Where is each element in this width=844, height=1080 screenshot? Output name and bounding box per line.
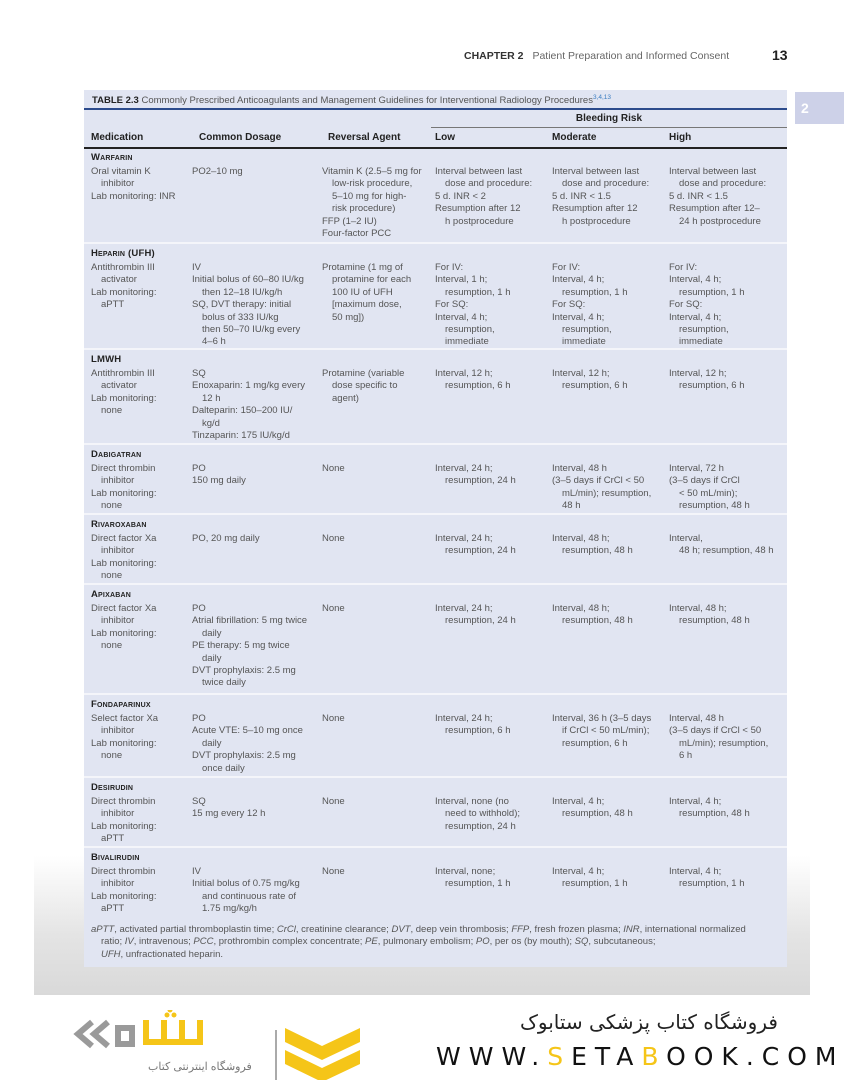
cell-moderate <box>552 603 633 628</box>
cell-line: Lab monitoring: <box>91 557 157 569</box>
cell-low <box>435 368 510 393</box>
row-separator <box>84 513 787 515</box>
cell-line: (3–5 days if CrCl < 50 <box>669 725 762 737</box>
cell-high <box>669 796 750 821</box>
cell-low <box>435 713 510 738</box>
cell-line: inhibitor <box>101 808 135 820</box>
cell-high <box>669 533 774 558</box>
table-row <box>84 445 787 513</box>
cell-line: Enoxaparin: 1 mg/kg every <box>192 380 306 392</box>
row-separator <box>84 693 787 695</box>
row-separator <box>84 443 787 445</box>
cell-line: activator <box>101 380 137 392</box>
cell-line: DVT prophylaxis: 2.5 mg <box>192 750 296 762</box>
cell-line: Antithrombin III <box>91 368 155 379</box>
cell-line: Lab monitoring: <box>91 737 157 749</box>
cell-line: For SQ: <box>669 299 703 311</box>
cell-line: resumption, 1 h <box>445 878 511 890</box>
cell-line: resumption, 1 h <box>562 286 628 298</box>
cell-moderate <box>552 262 627 349</box>
cell-line: Oral vitamin K <box>91 166 151 177</box>
cell-line: protamine for each <box>332 274 412 286</box>
cell-line: None <box>322 463 345 474</box>
cell-moderate <box>552 368 627 393</box>
cell-line: 15 mg every 12 h <box>192 808 266 820</box>
cell-line: resumption, 6 h <box>679 380 745 392</box>
cell-line: For SQ: <box>552 299 586 311</box>
cell-line: resumption, 1 h <box>562 878 628 890</box>
cell-line: 5 d. INR < 1.5 <box>552 190 611 202</box>
cell-line: 48 h <box>562 500 581 512</box>
cell-line: Tinzaparin: 175 IU/kg/d <box>192 430 290 442</box>
cell-dosage <box>192 368 305 442</box>
cell-line: none <box>101 750 123 762</box>
url-part: ETA <box>571 1042 642 1071</box>
cell-medication <box>91 368 156 418</box>
table-row <box>84 350 787 443</box>
cell-line: PE therapy: 5 mg twice <box>192 640 290 652</box>
cell-line: activator <box>101 274 137 286</box>
cell-line: resumption, <box>445 324 495 336</box>
cell-line: resumption, 24 h <box>445 545 516 557</box>
cell-line: None <box>322 533 345 544</box>
cell-line: Interval, 48 h <box>552 463 607 474</box>
anticoagulant-table <box>84 90 787 967</box>
col-header-dosage: Common Dosage <box>199 132 282 143</box>
cell-dosage <box>192 166 243 178</box>
cell-line: PO2–10 mg <box>192 166 243 177</box>
cell-line: dose specific to <box>332 380 398 392</box>
cell-reversal <box>322 713 345 725</box>
cell-reversal <box>322 166 422 240</box>
cell-line: Interval, 1 h; <box>435 274 488 286</box>
cell-line: Interval, 36 h (3–5 days <box>552 713 652 724</box>
drug-name: Desirudin <box>91 782 134 793</box>
cell-line: For IV: <box>435 262 464 273</box>
cell-medication <box>91 166 175 203</box>
cell-line: none <box>101 500 123 512</box>
table-label: TABLE 2.3 <box>92 95 139 107</box>
table-row <box>84 848 787 918</box>
cell-line: 5–10 mg for high- <box>332 190 407 202</box>
cell-line: inhibitor <box>101 878 135 890</box>
cell-high <box>669 166 766 228</box>
cell-line: inhibitor <box>101 178 135 190</box>
cell-line: Select factor Xa <box>91 713 159 724</box>
table-footnote <box>91 924 781 961</box>
cell-high <box>669 463 750 513</box>
cell-low <box>435 866 510 891</box>
chapter-title: Patient Preparation and Informed Consent <box>532 50 730 62</box>
drug-name: Fondaparinux <box>91 699 151 710</box>
drug-name: Warfarin <box>91 152 133 163</box>
footnote-line-2: ratio; IV, intravenous; PCC, prothrombin complex concentrate; PE, pulmonary embolism; PO, per os (by mouth); SQ, subcutaneous; <box>101 936 656 948</box>
cell-line: Interval, 4 h; <box>552 866 605 877</box>
cell-line: Four-factor PCC <box>322 228 392 240</box>
row-separator <box>84 776 787 778</box>
cell-line: mL/min); resumption, <box>562 487 652 499</box>
cell-line: SQ <box>192 796 206 807</box>
cell-line: kg/d <box>202 417 220 429</box>
cell-line: Direct factor Xa <box>91 533 157 544</box>
drug-name: Apixaban <box>91 589 131 600</box>
cell-line: Interval, 48 h; <box>552 533 610 544</box>
cell-line: resumption, 6 h <box>445 380 511 392</box>
cell-line: Direct factor Xa <box>91 603 157 614</box>
cell-line: inhibitor <box>101 615 135 627</box>
cell-line: resumption, <box>562 324 612 336</box>
running-head <box>464 50 729 62</box>
cell-line: Atrial fibrillation: 5 mg twice <box>192 615 308 627</box>
cell-line: Dalteparin: 150–200 IU/ <box>192 405 293 417</box>
url-accent: B <box>641 1042 667 1071</box>
cell-line: 1.75 mg/kg/h <box>202 903 257 915</box>
cell-moderate <box>552 533 633 558</box>
cell-line: Interval, 4 h; <box>552 311 605 323</box>
logo-wordmark-icon <box>70 1010 270 1060</box>
cell-line: immediate <box>679 336 723 348</box>
cell-reversal <box>322 533 345 545</box>
row-separator <box>84 348 787 350</box>
cell-line: bolus of 333 IU/kg <box>202 311 279 323</box>
caption-rule <box>84 108 787 110</box>
row-separator <box>84 846 787 848</box>
cell-line: daily <box>202 737 222 749</box>
cell-line: if CrCl < 50 mL/min); <box>562 725 650 737</box>
cell-line: Protamine (1 mg of <box>322 262 403 273</box>
cell-line: Interval, 12 h; <box>552 368 610 379</box>
cell-line: 5 d. INR < 2 <box>435 190 486 202</box>
cell-low <box>435 166 532 228</box>
cell-line: daily <box>202 627 222 639</box>
drug-name: LMWH <box>91 354 122 365</box>
cell-line: SQ <box>192 368 206 379</box>
cell-line: aPTT <box>101 903 125 915</box>
cell-low <box>435 533 516 558</box>
cell-line: Vitamin K (2.5–5 mg for <box>322 166 422 177</box>
cell-line: Interval, 72 h <box>669 463 724 474</box>
cell-medication <box>91 713 158 763</box>
cell-line: Lab monitoring: INR <box>91 190 176 202</box>
drug-name: Heparin (UFH) <box>91 248 155 259</box>
cell-line: resumption, 48 h <box>679 500 750 512</box>
logo-subtitle: فروشگاه اینترنتی کتاب <box>148 1061 252 1073</box>
cell-line: Lab monitoring: <box>91 286 157 298</box>
cell-line: Acute VTE: 5–10 mg once <box>192 725 303 737</box>
cell-line: low-risk procedure, <box>332 178 413 190</box>
cell-line: Resumption after 12 <box>552 203 638 215</box>
cell-line: IV <box>192 262 201 273</box>
cell-line: and continuous rate of <box>202 890 297 902</box>
cell-medication <box>91 533 156 583</box>
cell-line: Initial bolus of 0.75 mg/kg <box>192 878 300 890</box>
cell-line: resumption, 48 h <box>562 545 633 557</box>
store-title: فروشگاه کتاب پزشکی ستابوک <box>520 1010 778 1034</box>
cell-line: Resumption after 12 <box>435 203 521 215</box>
cell-line: Interval, 4 h; <box>552 796 605 807</box>
cell-line: PO, 20 mg daily <box>192 533 260 544</box>
cell-line: resumption, 48 h <box>679 615 750 627</box>
cell-line: DVT prophylaxis: 2.5 mg <box>192 665 296 677</box>
cell-moderate <box>552 463 651 513</box>
cell-line: Interval between last <box>435 166 523 177</box>
cell-line: Interval, 4 h; <box>669 311 722 323</box>
cell-line: PO <box>192 603 206 614</box>
chevron-emblem-icon <box>285 1028 360 1080</box>
cell-reversal <box>322 368 404 405</box>
cell-line: PO <box>192 713 206 724</box>
cell-reversal <box>322 866 345 878</box>
cell-low <box>435 463 516 488</box>
cell-moderate <box>552 866 627 891</box>
cell-line: Interval, 4 h; <box>669 274 722 286</box>
cell-line: immediate <box>445 336 489 348</box>
cell-medication <box>91 866 156 916</box>
cell-line: Interval, none (no <box>435 796 509 807</box>
cell-line: once daily <box>202 762 245 774</box>
cell-line: need to withhold); <box>445 808 520 820</box>
cell-line: IV <box>192 866 201 877</box>
cell-line: immediate <box>562 336 606 348</box>
row-separator <box>84 242 787 244</box>
cell-reversal <box>322 603 345 615</box>
cell-line: 48 h; resumption, 48 h <box>679 545 774 557</box>
cell-line: then 12–18 IU/kg/h <box>202 286 283 298</box>
cell-line: Direct thrombin <box>91 796 156 807</box>
cell-line: None <box>322 866 345 877</box>
table-row <box>84 515 787 583</box>
cell-line: twice daily <box>202 677 246 689</box>
cell-line: For IV: <box>552 262 581 273</box>
cell-line: agent) <box>332 392 359 404</box>
table-row <box>84 695 787 776</box>
cell-dosage <box>192 463 246 488</box>
cell-line: aPTT <box>101 833 125 845</box>
cell-dosage <box>192 603 307 690</box>
cell-line: Interval, 4 h; <box>669 796 722 807</box>
cell-line: Direct thrombin <box>91 463 156 474</box>
drug-name: Rivaroxaban <box>91 519 147 530</box>
table-caption <box>92 94 611 106</box>
cell-high <box>669 866 744 891</box>
table-row <box>84 585 787 693</box>
url-accent: S <box>547 1042 572 1071</box>
cell-line: Direct thrombin <box>91 866 156 877</box>
table-title: Commonly Prescribed Anticoagulants and Management Guidelines for Interventional Radiology Procedures <box>141 95 593 107</box>
cell-dosage <box>192 533 260 545</box>
cell-line: [maximum dose, <box>332 299 402 311</box>
col-header-medication: Medication <box>91 132 144 143</box>
cell-line: Lab monitoring: <box>91 820 157 832</box>
cell-line: For IV: <box>669 262 698 273</box>
cell-high <box>669 368 744 393</box>
chapter-label: CHAPTER 2 <box>464 50 524 62</box>
cell-line: Lab monitoring: <box>91 487 157 499</box>
cell-line: Interval, 48 h <box>669 713 724 724</box>
cell-line: none <box>101 405 123 417</box>
cell-line: Interval, 24 h; <box>435 713 493 724</box>
cell-line: resumption, 24 h <box>445 475 516 487</box>
cell-line: Interval, none; <box>435 866 496 877</box>
cell-line: Interval, 48 h; <box>669 603 727 614</box>
cell-line: none <box>101 640 123 652</box>
cell-line: dose and procedure: <box>679 178 767 190</box>
cell-line: Interval, 24 h; <box>435 603 493 614</box>
cell-moderate <box>552 796 633 821</box>
cell-dosage <box>192 713 303 775</box>
cell-line: 100 IU of UFH <box>332 286 393 298</box>
cell-dosage <box>192 796 265 821</box>
cell-line: PO <box>192 463 206 474</box>
cell-reversal <box>322 463 345 475</box>
cell-line: 24 h postprocedure <box>679 215 761 227</box>
cell-moderate <box>552 166 649 228</box>
cell-line: None <box>322 796 345 807</box>
cell-reversal <box>322 796 345 808</box>
setabook-logo <box>70 1010 340 1080</box>
cell-line: 4–6 h <box>202 336 226 348</box>
cell-line: h postprocedure <box>562 215 631 227</box>
cell-line: Interval, <box>669 533 703 544</box>
cell-line: inhibitor <box>101 725 135 737</box>
row-separator <box>84 583 787 585</box>
cell-line: resumption, 48 h <box>679 808 750 820</box>
cell-line: resumption, 1 h <box>679 878 745 890</box>
cell-medication <box>91 603 156 653</box>
cell-line: Interval, 12 h; <box>435 368 493 379</box>
cell-line: Interval, 4 h; <box>669 866 722 877</box>
cell-line: inhibitor <box>101 545 135 557</box>
cell-line: 12 h <box>202 392 221 404</box>
store-url <box>436 1042 844 1071</box>
cell-line: Interval, 4 h; <box>552 274 605 286</box>
cell-line: Resumption after 12– <box>669 203 760 215</box>
cell-line: 150 mg daily <box>192 475 246 487</box>
logo-divider <box>275 1030 277 1080</box>
cell-line: resumption, 1 h <box>679 286 745 298</box>
cell-line: Initial bolus of 60–80 IU/kg <box>192 274 304 286</box>
bleeding-risk-header: Bleeding Risk <box>575 113 643 124</box>
cell-line: resumption, 1 h <box>445 286 511 298</box>
cell-high <box>669 713 768 763</box>
cell-low <box>435 262 510 349</box>
cell-line: resumption, 24 h <box>445 820 516 832</box>
cell-line: (3–5 days if CrCl < 50 <box>552 475 645 487</box>
cell-high <box>669 603 750 628</box>
cell-line: resumption, <box>679 324 729 336</box>
cell-line: h postprocedure <box>445 215 514 227</box>
cell-line: Lab monitoring: <box>91 392 157 404</box>
cell-line: daily <box>202 652 222 664</box>
cell-line: For SQ: <box>435 299 469 311</box>
cell-dosage <box>192 866 300 916</box>
url-part: OOK.COM <box>666 1042 844 1071</box>
drug-name: Bivalirudin <box>91 852 140 863</box>
cell-line: Interval, 24 h; <box>435 463 493 474</box>
cell-line: Antithrombin III <box>91 262 155 273</box>
bleeding-risk-rule <box>431 127 787 128</box>
cell-line: resumption, 6 h <box>445 725 511 737</box>
cell-line: None <box>322 713 345 724</box>
footnote-line-1: aPTT, activated partial thromboplastin time; CrCl, creatinine clearance; DVT, deep vein thrombosis; FFP, fresh frozen plasma; INR, international normalized <box>91 924 746 935</box>
cell-line: then 50–70 IU/kg every <box>202 324 301 336</box>
cell-line: none <box>101 570 123 582</box>
cell-dosage <box>192 262 304 349</box>
cell-line: resumption, 6 h <box>562 380 628 392</box>
cell-moderate <box>552 713 651 750</box>
cell-line: dose and procedure: <box>445 178 533 190</box>
cell-line: resumption, 24 h <box>445 615 516 627</box>
cell-reversal <box>322 262 411 324</box>
cell-line: SQ, DVT therapy: initial <box>192 299 292 311</box>
cell-line: Lab monitoring: <box>91 627 157 639</box>
table-row <box>84 778 787 846</box>
cell-line: FFP (1–2 IU) <box>322 215 377 227</box>
col-header-high: High <box>669 132 692 143</box>
cell-high <box>669 262 744 349</box>
cell-line: Interval, 4 h; <box>435 311 488 323</box>
cell-line: 5 d. INR < 1.5 <box>669 190 728 202</box>
cell-line: Interval, 48 h; <box>552 603 610 614</box>
cell-line: Interval, 24 h; <box>435 533 493 544</box>
cell-line: resumption, 48 h <box>562 808 633 820</box>
cell-line: inhibitor <box>101 475 135 487</box>
table-row <box>84 148 787 242</box>
cell-line: risk procedure) <box>332 203 396 215</box>
table-refs: 3,4,13 <box>592 94 612 101</box>
cell-low <box>435 796 520 833</box>
col-header-moderate: Moderate <box>552 132 597 143</box>
cell-line: (3–5 days if CrCl <box>669 475 740 487</box>
cell-line: None <box>322 603 345 614</box>
cell-line: 50 mg]) <box>332 311 365 323</box>
cell-line: Interval between last <box>552 166 640 177</box>
url-part: WWW. <box>436 1042 548 1071</box>
footnote-line-3: UFH, unfractionated heparin. <box>101 948 223 960</box>
table-row <box>84 244 787 348</box>
page-number: 13 <box>772 47 788 63</box>
cell-line: resumption, 6 h <box>562 737 628 749</box>
cell-line: dose and procedure: <box>562 178 650 190</box>
cell-line: Protamine (variable <box>322 368 405 379</box>
col-header-reversal: Reversal Agent <box>328 132 401 143</box>
cell-line: aPTT <box>101 299 125 311</box>
cell-line: mL/min); resumption, <box>679 737 769 749</box>
cell-medication <box>91 463 156 513</box>
col-header-low: Low <box>435 132 455 143</box>
cell-line: resumption, 48 h <box>562 615 633 627</box>
cell-line: < 50 mL/min); <box>679 487 738 499</box>
cell-line: Interval between last <box>669 166 757 177</box>
cell-medication <box>91 262 156 312</box>
cell-low <box>435 603 516 628</box>
cell-line: Interval, 12 h; <box>669 368 727 379</box>
drug-name: Dabigatran <box>91 449 142 460</box>
cell-medication <box>91 796 156 846</box>
cell-line: 6 h <box>679 750 693 762</box>
chapter-side-tab: 2 <box>795 92 844 124</box>
cell-line: Lab monitoring: <box>91 890 157 902</box>
